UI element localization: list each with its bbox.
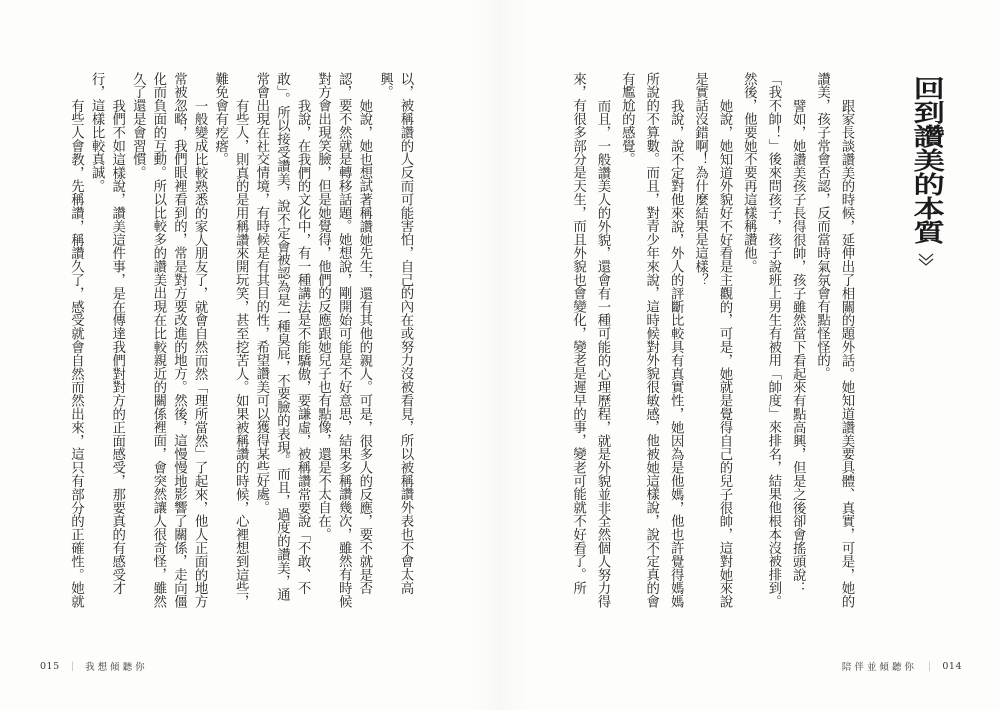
paragraph — [687, 72, 736, 632]
text-line: 認，要不然就是轉移話題。她想說，剛開始可能是不好意思，結果多稱讚幾次，雖然有時候 — [336, 72, 352, 608]
text-line: 有些人，則真的是用稱讚來開玩笑，甚至挖苦人。如果被稱讚的時候，心裡想到這些， — [233, 98, 249, 608]
text-line: 難免會有疙瘩。 — [212, 72, 228, 166]
text-line: 興。 — [377, 72, 393, 99]
paragraph — [250, 72, 312, 632]
paragraph — [312, 72, 374, 632]
text-line: 所說的不算數。而且，對青少年來說，這時候對外貌很敏感，他被她這樣說，說不定真的會 — [643, 72, 659, 608]
text-line: 對方會出現笑臉，但是她覺得，他們的反應跟她兒子也有點像，還是不太自在。 — [315, 72, 331, 541]
right-page-footer — [842, 659, 962, 673]
text-line: 「我不帥！」後來問孩子，孩子說班上男生有被用「帥度」來排名，結果他根本沒被排到。 — [765, 72, 781, 608]
text-line: 有尷尬的感覺。 — [619, 72, 635, 166]
text-line: 是實話沒錯啊！為什麼結果是這樣？ — [692, 72, 708, 287]
text-line: 行，這樣比較真誠。 — [89, 72, 105, 193]
text-line: 有些人會教，先稱讚，稱讚久了，感受就會自然而然出來，這只有部分的正確性。她就 — [68, 98, 84, 608]
footer-separator: ｜ — [924, 662, 935, 673]
running-title: 陪伴並傾聽你 — [841, 662, 917, 673]
text-line: 久了還是會習慣。 — [130, 72, 146, 180]
text-line: 譬如，她讚美孩子長得很帥，孩子雖然當下看起來有點高興，但是之後卻會搖頭說： — [790, 98, 806, 595]
double-chevron-down-icon — [916, 252, 936, 270]
text-line: 敢」。所以接受讚美，說不定會被認為是一種臭屁，不要臉的表現。而且，過度的讚美，通 — [274, 72, 290, 602]
paragraph — [809, 72, 858, 632]
paragraph — [65, 72, 86, 632]
right-page-body-text — [565, 72, 858, 632]
paragraph — [565, 72, 614, 632]
text-line: 她說，她知道外貌好不好看是主觀的，可是，她就是覺得自己的兒子很帥，這對她來說 — [716, 98, 732, 608]
paragraph — [614, 72, 687, 632]
page-number: 014 — [942, 660, 962, 672]
running-title: 我想傾聽你 — [85, 662, 148, 673]
text-line: 我說，說不定對他來說，外人的評斷比較具有真實性，她因為是他媽，他也許覺得媽媽 — [668, 98, 684, 608]
text-line: 化而負面的互動。所以比較多的讚美出現在比較親近的關係裡面，會突然讓人很奇怪，雖然 — [150, 72, 166, 608]
page-number: 015 — [40, 660, 60, 672]
text-line: 我們不如這樣說，讚美這件事，是在傳達我們對對方的正面感受，那要真的有感受才 — [109, 98, 125, 595]
paragraph — [86, 72, 127, 632]
text-line: 我說，在我們的文化中，有一種講法是不能驕傲，要謙虛，被稱讚常要說「不敢、不 — [295, 98, 311, 595]
text-line: 以，被稱讚的人反而可能害怕，自己的內在或努力沒被看見，所以被稱讚外表也不會太高 — [398, 72, 413, 595]
paragraph — [374, 72, 415, 632]
page-gutter — [470, 0, 530, 710]
chapter-title: 回到讚美的本質 — [907, 76, 946, 244]
left-page-body-text — [64, 72, 415, 632]
text-line: 常會出現在社交情境，有時候是有其目的性，希望讚美可以獲得某些好處。 — [253, 72, 269, 515]
footer-separator: ｜ — [67, 662, 78, 673]
paragraph — [127, 72, 209, 632]
text-line: 跟家長談讚美的時候，延伸出了相關的題外話。她知道讚美要具體、真實，可是，她的 — [839, 98, 854, 608]
paragraph — [736, 72, 809, 632]
text-line: 一般變成比較熟悉的家人朋友了，就會自然而然「理所當然」了起來，他人正面的地方 — [192, 98, 208, 608]
text-line: 常被忽略，我們眼裡看到的，常是對方要改進的地方。然後，這慢慢地影響了關係，走向僵 — [171, 72, 187, 608]
text-line: 而且，一般讚美人的外貌，還會有一種可能的心理歷程，就是外貌並非全然個人努力得 — [594, 98, 610, 608]
left-page-footer — [40, 659, 148, 673]
paragraph — [209, 72, 250, 632]
text-line: 來，有很多部分是天生，而且外貌也會變化，變老是遲早的事，變老可能就不好看了。所 — [570, 72, 586, 595]
text-line: 她說，她也想試著稱讚她先生，還有其他的親人。可是，很多人的反應，要不就是否 — [356, 98, 372, 595]
text-line: 讚美，孩子常會否認，反而當時氣氛會有點怪怪的。 — [814, 72, 830, 381]
text-line: 然後，他要她不要再這樣稱讚他。 — [741, 72, 757, 273]
